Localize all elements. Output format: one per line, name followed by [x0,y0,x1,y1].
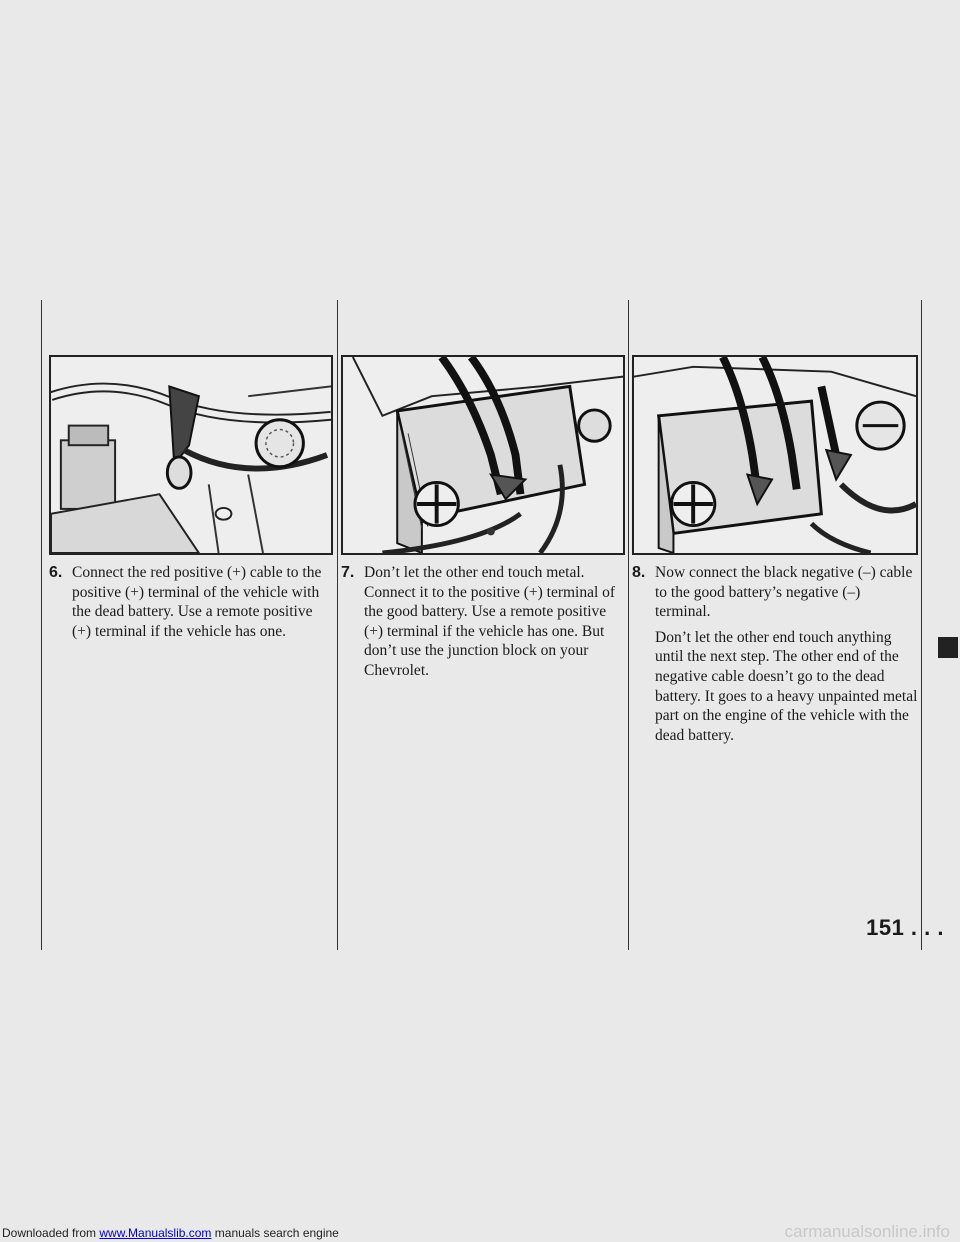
step-body [72,563,333,641]
download-footer [2,1226,339,1240]
page-number: 151 . . . [866,915,944,940]
column-divider-left [41,300,42,950]
section-tab-marker [938,637,958,658]
footer-prefix: Downloaded from [2,1226,100,1240]
step-number: 8. [632,564,646,581]
step-paragraph: Don’t let the other end touch metal. Connect it to the positive (+) terminal of the good battery. Use a remote positive (+) terminal if the vehicle has one. But don’t use the junction block on your Chevrolet. [364,564,616,679]
step-body [364,563,625,681]
illustration-good-battery-negative [632,355,918,555]
battery-drawing-3 [634,357,916,553]
manualslib-link[interactable]: www.Manualslib.com [99,1226,212,1240]
column-divider-right [921,300,922,950]
step-7 [341,563,625,687]
step-paragraph: Now connect the black negative (–) cable to the good battery’s negative (–) terminal. [655,564,913,621]
step-number: 6. [49,564,63,581]
step-6 [49,563,333,647]
illustration-good-battery-positive [341,355,625,555]
step-8 [632,563,918,751]
step-paragraph: Connect the red positive (+) cable to the positive (+) terminal of the vehicle with the dead battery. Use a remote positive (+) terminal if the vehicle has one. [72,564,322,640]
footer-suffix: manuals search engine [211,1226,339,1240]
engine-bay-drawing-1 [51,357,331,553]
watermark-text: carmanualsonline.info [784,1222,950,1241]
battery-drawing-2 [343,357,623,553]
illustration-remote-positive-terminal [49,355,333,555]
step-paragraph: Don’t let the other end touch anything until the next step. The other end of the negative cable doesn’t go to the dead battery. It goes to a heavy unpainted metal part on the engine of the vehicle with the dead battery. [655,628,918,744]
column-divider-2 [628,300,629,950]
step-body [655,563,918,745]
step-number: 7. [341,564,355,581]
column-divider-1 [337,300,338,950]
